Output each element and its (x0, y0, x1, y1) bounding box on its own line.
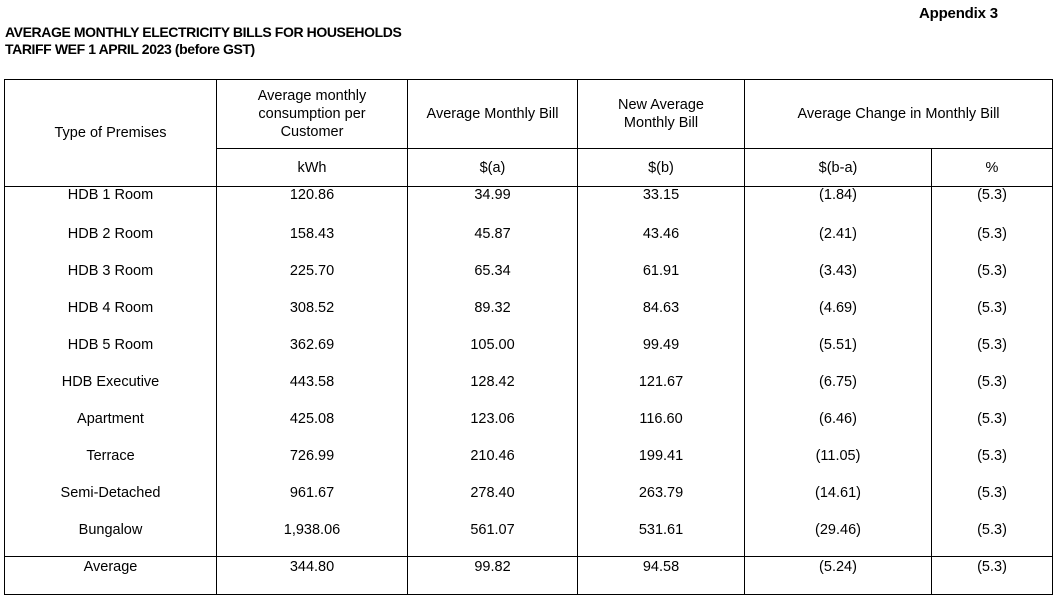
table-row (5, 187, 1053, 224)
table-row (5, 483, 1053, 520)
cell-kwh: 362.69 (217, 335, 408, 372)
cell-type: Average (5, 557, 217, 595)
header-average-bill: Average Monthly Bill (408, 80, 578, 149)
cell-change-pct: (5.3) (932, 298, 1053, 335)
cell-bill-b: 33.15 (578, 187, 745, 224)
electricity-bills-table (4, 79, 1053, 595)
appendix-label: Appendix 3 (919, 5, 998, 22)
cell-change-abs: (3.43) (745, 261, 932, 298)
header-new-bill-text: New Average Monthly Bill (618, 97, 704, 131)
cell-kwh: 443.58 (217, 372, 408, 409)
cell-change-abs: (11.05) (745, 446, 932, 483)
cell-bill-a: 89.32 (408, 298, 578, 335)
cell-bill-a: 561.07 (408, 520, 578, 557)
cell-bill-b: 121.67 (578, 372, 745, 409)
cell-change-abs: (5.51) (745, 335, 932, 372)
cell-type: HDB 4 Room (5, 298, 217, 335)
header-consumption-text: Average monthly consumption per Customer (257, 88, 367, 140)
cell-type: Semi-Detached (5, 483, 217, 520)
cell-bill-b: 43.46 (578, 224, 745, 261)
cell-kwh: 344.80 (217, 557, 408, 595)
cell-bill-a: 210.46 (408, 446, 578, 483)
header-row (5, 80, 1053, 149)
cell-change-abs: (4.69) (745, 298, 932, 335)
table-row (5, 409, 1053, 446)
unit-bill-a: $(a) (408, 149, 578, 187)
cell-type: HDB 5 Room (5, 335, 217, 372)
cell-type: HDB 3 Room (5, 261, 217, 298)
cell-bill-a: 128.42 (408, 372, 578, 409)
cell-change-pct: (5.3) (932, 261, 1053, 298)
cell-kwh: 425.08 (217, 409, 408, 446)
cell-bill-b: 531.61 (578, 520, 745, 557)
cell-change-pct: (5.3) (932, 446, 1053, 483)
cell-bill-b: 263.79 (578, 483, 745, 520)
cell-change-abs: (29.46) (745, 520, 932, 557)
cell-kwh: 726.99 (217, 446, 408, 483)
document-title (5, 24, 401, 58)
table-row (5, 298, 1053, 335)
cell-type: Terrace (5, 446, 217, 483)
cell-change-pct: (5.3) (932, 483, 1053, 520)
cell-change-pct: (5.3) (932, 224, 1053, 261)
cell-change-pct: (5.3) (932, 335, 1053, 372)
cell-change-pct: (5.3) (932, 409, 1053, 446)
cell-change-abs: (14.61) (745, 483, 932, 520)
cell-change-abs: (1.84) (745, 187, 932, 224)
cell-kwh: 158.43 (217, 224, 408, 261)
cell-change-pct: (5.3) (932, 372, 1053, 409)
header-type-of-premises: Type of Premises (5, 80, 217, 187)
cell-change-abs: (5.24) (745, 557, 932, 595)
cell-bill-b: 116.60 (578, 409, 745, 446)
cell-kwh: 961.67 (217, 483, 408, 520)
unit-change-pct: % (932, 149, 1053, 187)
cell-bill-b: 94.58 (578, 557, 745, 595)
table-row (5, 520, 1053, 557)
title-line-1: AVERAGE MONTHLY ELECTRICITY BILLS FOR HOUSEHOLDS (5, 24, 402, 40)
cell-type: HDB 2 Room (5, 224, 217, 261)
title-line-2: TARIFF WEF 1 APRIL 2023 (before GST) (5, 41, 255, 57)
cell-type: Bungalow (5, 520, 217, 557)
cell-bill-a: 34.99 (408, 187, 578, 224)
cell-change-abs: (6.75) (745, 372, 932, 409)
cell-kwh: 120.86 (217, 187, 408, 224)
cell-bill-a: 278.40 (408, 483, 578, 520)
table-row (5, 335, 1053, 372)
cell-bill-b: 61.91 (578, 261, 745, 298)
cell-kwh: 308.52 (217, 298, 408, 335)
cell-change-pct: (5.3) (932, 520, 1053, 557)
table-row (5, 446, 1053, 483)
cell-change-abs: (2.41) (745, 224, 932, 261)
header-new-average-bill (578, 80, 745, 149)
cell-change-abs: (6.46) (745, 409, 932, 446)
cell-bill-b: 199.41 (578, 446, 745, 483)
cell-bill-a: 123.06 (408, 409, 578, 446)
cell-bill-b: 84.63 (578, 298, 745, 335)
unit-change-abs: $(b-a) (745, 149, 932, 187)
cell-type: HDB 1 Room (5, 187, 217, 224)
cell-change-pct: (5.3) (932, 187, 1053, 224)
average-row (5, 557, 1053, 595)
cell-bill-b: 99.49 (578, 335, 745, 372)
table-row (5, 372, 1053, 409)
cell-bill-a: 99.82 (408, 557, 578, 595)
table-row (5, 261, 1053, 298)
cell-change-pct: (5.3) (932, 557, 1053, 595)
table-row (5, 224, 1053, 261)
header-average-change: Average Change in Monthly Bill (745, 80, 1053, 149)
cell-kwh: 225.70 (217, 261, 408, 298)
cell-bill-a: 45.87 (408, 224, 578, 261)
cell-type: Apartment (5, 409, 217, 446)
cell-bill-a: 105.00 (408, 335, 578, 372)
unit-bill-b: $(b) (578, 149, 745, 187)
cell-type: HDB Executive (5, 372, 217, 409)
cell-bill-a: 65.34 (408, 261, 578, 298)
header-consumption (217, 80, 408, 149)
cell-kwh: 1,938.06 (217, 520, 408, 557)
unit-kwh: kWh (217, 149, 408, 187)
